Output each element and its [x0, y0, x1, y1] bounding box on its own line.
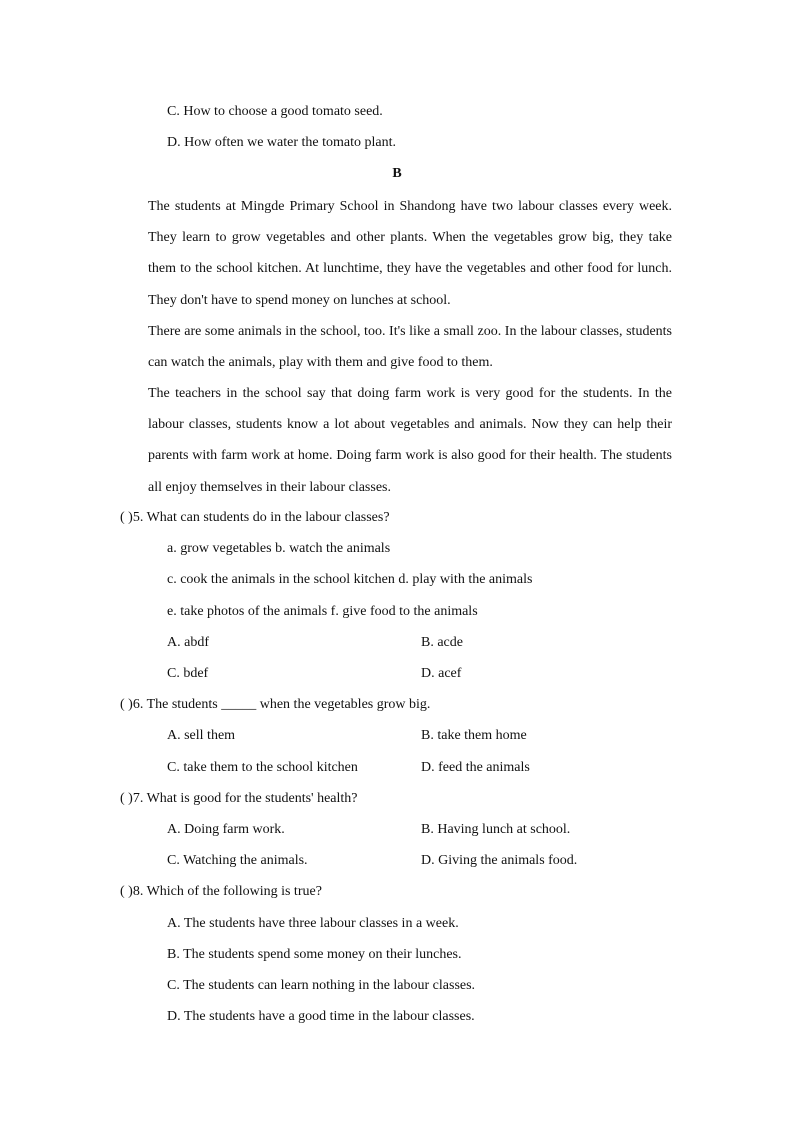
question-5-item-cd: c. cook the animals in the school kitchen d. play with the animals [167, 572, 533, 587]
question-5-option-b: B. acde [421, 635, 463, 650]
question-5-option-c: C. bdef [167, 666, 209, 681]
question-8-stem: ( )8. Which of the following is true? [120, 884, 322, 899]
prev-option-c: C. How to choose a good tomato seed. [167, 104, 383, 119]
question-8-option-d: D. The students have a good time in the labour classes. [167, 1009, 475, 1024]
question-5-item-ab: a. grow vegetables b. watch the animals [167, 541, 391, 556]
question-7-option-d: D. Giving the animals food. [421, 853, 578, 868]
question-6-option-c: C. take them to the school kitchen [167, 760, 358, 775]
question-5-option-a: A. abdf [167, 635, 209, 650]
section-title: B [392, 166, 402, 181]
question-5-stem: ( )5. What can students do in the labour classes? [120, 510, 390, 525]
question-5-option-d: D. acef [421, 666, 462, 681]
question-7-stem: ( )7. What is good for the students' health? [120, 791, 358, 806]
passage-paragraph-2-text: There are some animals in the school, too. It's like a small zoo. In the labour classes, students can watch the animals, play with them and give food to them. [148, 324, 672, 371]
question-6-stem: ( )6. The students _____ when the vegetables grow big. [120, 697, 431, 712]
passage-paragraph-1 [120, 191, 672, 316]
question-8-option-c: C. The students can learn nothing in the labour classes. [167, 978, 476, 993]
question-6-option-a: A. sell them [167, 728, 236, 743]
question-6-option-b: B. take them home [421, 728, 527, 743]
question-8-option-a: A. The students have three labour classes in a week. [167, 916, 459, 931]
question-7-option-b: B. Having lunch at school. [421, 822, 571, 837]
question-7-option-c: C. Watching the animals. [167, 853, 308, 868]
passage-paragraph-2 [120, 316, 672, 378]
question-5-item-ef: e. take photos of the animals f. give food to the animals [167, 604, 478, 619]
prev-option-d: D. How often we water the tomato plant. [167, 135, 396, 150]
question-7-option-a: A. Doing farm work. [167, 822, 285, 837]
passage-paragraph-3 [120, 378, 672, 503]
question-8-option-b: B. The students spend some money on their lunches. [167, 947, 462, 962]
passage-paragraph-3-text: The teachers in the school say that doing farm work is very good for the students. In the labour classes, students know a lot about vegetables and animals. Now they can help their parents with farm work at home. Doing farm work is also good for their health. The students all enjoy themselves in their labour classes. [148, 386, 672, 495]
passage-paragraph-1-text: The students at Mingde Primary School in Shandong have two labour classes every week. They learn to grow vegetables and other plants. When the vegetables grow big, they take them to the school kitchen. At lunchtime, they have the vegetables and other food for lunch. They don't have to spend money on lunches at school. [148, 199, 672, 308]
question-6-option-d: D. feed the animals [421, 760, 530, 775]
